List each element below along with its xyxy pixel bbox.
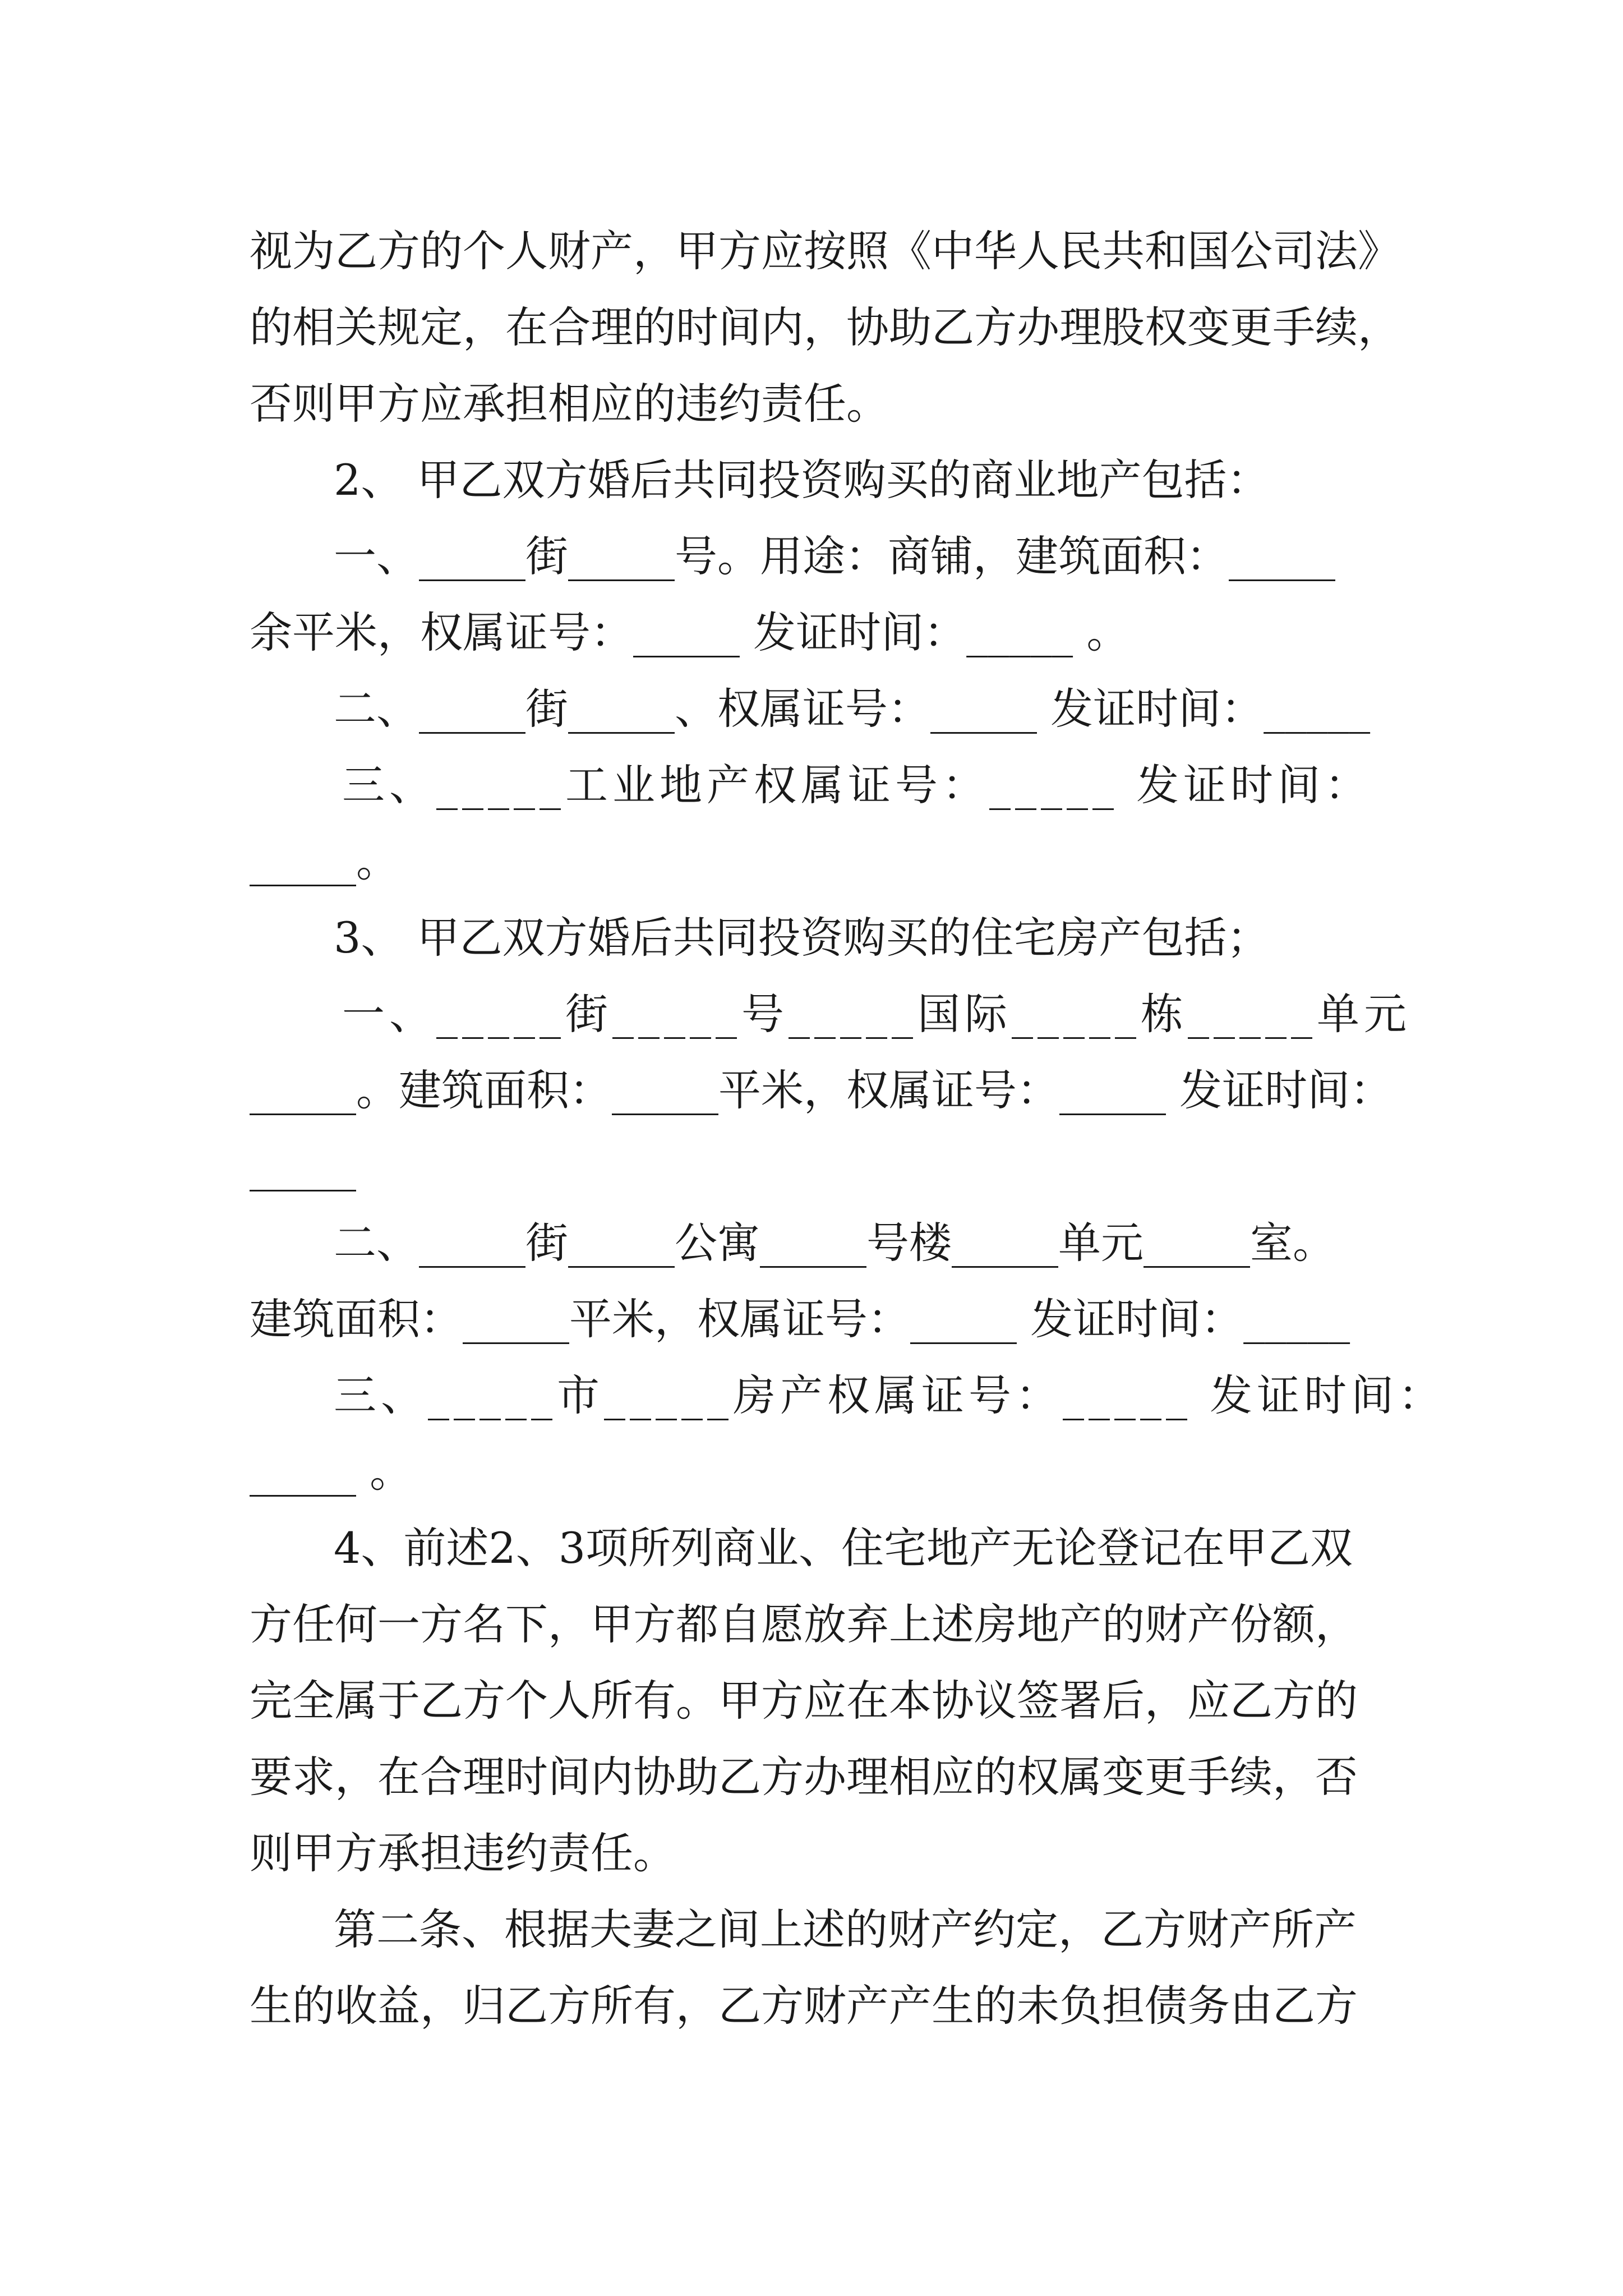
text-line: 二、_____街_____公寓_____号楼_____单元_____室。 <box>334 1218 1335 1268</box>
text-line: 则甲方承担违约责任。 <box>250 1828 676 1878</box>
text-line: _____ 。 <box>250 1447 413 1497</box>
document-body <box>250 213 1446 2044</box>
text-line: 余平米，权属证号：_____ 发证时间：_____ 。 <box>250 608 1129 657</box>
text-line: 3、 甲乙双方婚后共同投资购买的住宅房产包括； <box>334 913 1270 963</box>
text-line: 视为乙方的个人财产，甲方应按照《中华人民共和国公司法》 <box>250 226 1400 276</box>
text-line: 方任何一方名下，甲方都自愿放弃上述房地产的财产份额， <box>250 1599 1358 1649</box>
text-line: 生的收益，归乙方所有，乙方财产产生的未负担债务由乙方 <box>250 1981 1358 2031</box>
text-line: _____。建筑面积：_____平米，权属证号：_____ 发证时间： <box>250 1065 1393 1115</box>
text-line: 二、_____街_____、权属证号：_____ 发证时间：_____ <box>334 684 1371 734</box>
text-line: 否则甲方应承担相应的违约责任。 <box>250 379 889 429</box>
text-line: 一、_____街_____号_____国际_____栋_____单元 <box>342 989 1411 1039</box>
text-line: 2、 甲乙双方婚后共同投资购买的商业地产包括： <box>334 455 1270 505</box>
text-line: _____。 <box>250 836 399 886</box>
text-line: 完全属于乙方个人所有。甲方应在本协议签署后，应乙方的 <box>250 1676 1358 1726</box>
text-line: 三、_____市_____房产权属证号：_____ 发证时间： <box>334 1370 1446 1420</box>
text-line: 4、前述2、3项所列商业、住宅地产无论登记在甲乙双 <box>334 1523 1353 1573</box>
text-line: 的相关规定，在合理的时间内，协助乙方办理股权变更手续， <box>250 302 1400 352</box>
text-line: _____ <box>250 1142 356 1191</box>
text-line: 建筑面积：_____平米，权属证号：_____ 发证时间：_____ <box>250 1294 1350 1344</box>
text-line: 要求，在合理时间内协助乙方办理相应的权属变更手续，否 <box>250 1752 1358 1802</box>
text-line: 三、_____工业地产权属证号：_____ 发证时间： <box>342 760 1372 810</box>
text-line: 一、_____街_____号。用途：商铺，建筑面积：_____ <box>334 531 1335 581</box>
text-line: 第二条、根据夫妻之间上述的财产约定，乙方财产所产 <box>334 1904 1357 1954</box>
